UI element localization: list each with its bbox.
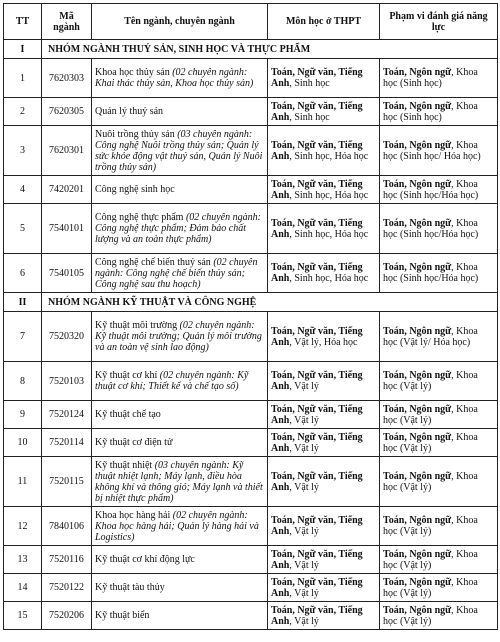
assessment-scope-cell: [380, 312, 498, 362]
core-subjects: Toán, Ngữ văn, Tiếng Anh: [271, 217, 363, 240]
table-row: [4, 176, 498, 204]
core-scope: Toán, Ngôn ngữ: [383, 431, 452, 443]
table-row: [4, 546, 498, 574]
extra-subjects: , Sinh học, Hóa học: [289, 273, 369, 284]
specialization-note: (02 chuyên ngành: Công nghệ chế biến thủy sản; Công nghệ sau thu hoạch): [95, 256, 258, 290]
assessment-scope-cell: [380, 362, 498, 401]
extra-subjects: , Sinh học, Hóa học: [289, 189, 369, 201]
extra-subjects: , Vật lý: [289, 615, 319, 627]
major-name-cell: [92, 176, 268, 204]
major-name: Công nghệ thực phẩm: [95, 212, 184, 223]
major-code: 7520114: [42, 429, 92, 457]
assessment-scope-cell: [380, 429, 498, 457]
table-row: [4, 204, 498, 254]
major-code: 7520116: [42, 546, 92, 574]
extra-subjects: , Vật lý: [289, 442, 319, 454]
major-name: Kỹ thuật cơ điện tử: [95, 437, 173, 448]
extra-subjects: , Vật lý: [289, 414, 319, 426]
row-number: 5: [4, 204, 42, 254]
core-subjects: Toán, Ngữ văn, Tiếng Anh: [271, 431, 363, 454]
subjects-cell: [268, 457, 380, 507]
core-scope: Toán, Ngôn ngữ: [383, 604, 452, 616]
core-scope: Toán, Ngôn ngữ: [383, 576, 452, 588]
extra-scope: , Khoa học (Vật lý): [383, 370, 478, 392]
majors-table: [3, 3, 498, 630]
table-row: [4, 602, 498, 630]
core-scope: Toán, Ngôn ngữ: [383, 548, 452, 560]
assessment-scope-cell: [380, 574, 498, 602]
row-number: 3: [4, 126, 42, 176]
major-name: Kỹ thuật biển: [95, 610, 150, 621]
core-subjects: Toán, Ngữ văn, Tiếng Anh: [271, 262, 363, 284]
extra-scope: , Khoa học (Sinh học/ Hóa học): [383, 139, 481, 162]
major-name: Kỹ thuật cơ khí: [95, 370, 158, 381]
core-subjects: Toán, Ngữ văn, Tiếng Anh: [271, 548, 363, 571]
extra-scope: , Khoa học (Vật lý/ Hóa học): [383, 325, 478, 348]
extra-scope: , Khoa học (Vật lý): [383, 548, 478, 571]
extra-scope: , Khoa học (Vật lý): [383, 431, 478, 454]
table-row: [4, 507, 498, 546]
group-number: II: [4, 293, 42, 312]
assessment-scope-cell: [380, 401, 498, 429]
extra-scope: , Khoa học (Vật lý): [383, 576, 478, 599]
subjects-cell: [268, 429, 380, 457]
header-tt: TT: [4, 4, 42, 40]
row-number: 4: [4, 176, 42, 204]
subjects-cell: [268, 574, 380, 602]
subjects-cell: [268, 204, 380, 254]
assessment-scope-cell: [380, 176, 498, 204]
core-subjects: Toán, Ngữ văn, Tiếng Anh: [271, 370, 363, 392]
core-subjects: Toán, Ngữ văn, Tiếng Anh: [271, 325, 363, 348]
row-number: 8: [4, 362, 42, 401]
major-name-cell: [92, 362, 268, 401]
major-code: 7620301: [42, 126, 92, 176]
core-subjects: Toán, Ngữ văn, Tiếng Anh: [271, 100, 363, 123]
major-name-cell: [92, 429, 268, 457]
core-scope: Toán, Ngôn ngữ: [383, 178, 452, 190]
major-name: Khoa học hàng hải: [95, 509, 171, 521]
subjects-cell: [268, 507, 380, 546]
specialization-note: (02 chuyên ngành: Khai thác thủy sản, Khoa học thủy sản): [95, 67, 254, 89]
core-subjects: Toán, Ngữ văn, Tiếng Anh: [271, 139, 363, 162]
core-scope: Toán, Ngôn ngữ: [383, 470, 452, 482]
row-number: 7: [4, 312, 42, 362]
extra-scope: , Khoa học (Sinh học/Hóa học): [383, 262, 479, 284]
core-scope: Toán, Ngôn ngữ: [383, 262, 452, 273]
extra-subjects: , Vật lý: [289, 526, 319, 537]
subjects-cell: [268, 59, 380, 98]
core-scope: Toán, Ngôn ngữ: [383, 100, 452, 112]
core-subjects: Toán, Ngữ văn, Tiếng Anh: [271, 470, 363, 493]
assessment-scope-cell: [380, 126, 498, 176]
row-number: 9: [4, 401, 42, 429]
table-row: [4, 362, 498, 401]
row-number: 6: [4, 254, 42, 293]
specialization-note: (02 chuyên ngành: Kỹ thuật cơ khí; Thiết kế và chế tạo số): [95, 370, 249, 392]
major-name: Kỹ thuật chế tạo: [95, 409, 161, 420]
assessment-scope-cell: [380, 507, 498, 546]
subjects-cell: [268, 176, 380, 204]
row-number: 11: [4, 457, 42, 507]
subjects-cell: [268, 602, 380, 630]
row-number: 12: [4, 507, 42, 546]
row-number: 14: [4, 574, 42, 602]
major-name-cell: [92, 602, 268, 630]
core-scope: Toán, Ngôn ngữ: [383, 515, 452, 526]
group-row: [4, 293, 498, 312]
extra-scope: , Khoa học (Sinh học): [383, 67, 478, 89]
extra-subjects: , Vật lý, Hóa học: [289, 336, 358, 348]
extra-subjects: , Vật lý: [289, 381, 319, 392]
table-row: [4, 98, 498, 126]
core-subjects: Toán, Ngữ văn, Tiếng Anh: [271, 515, 363, 537]
group-title: NHÓM NGÀNH THUỶ SẢN, SINH HỌC VÀ THỰC PHẨM: [42, 40, 498, 59]
extra-subjects: , Sinh học: [289, 78, 330, 89]
core-subjects: Toán, Ngữ văn, Tiếng Anh: [271, 178, 363, 201]
header-pham-vi: Phạm vi đánh giá năng lực: [380, 4, 498, 40]
core-scope: Toán, Ngôn ngữ: [383, 139, 452, 151]
subjects-cell: [268, 362, 380, 401]
core-scope: Toán, Ngôn ngữ: [383, 403, 452, 415]
major-code: 7840106: [42, 507, 92, 546]
table-row: [4, 254, 498, 293]
major-name: Công nghệ chế biến thuỷ sản: [95, 256, 211, 268]
extra-scope: , Khoa học (Vật lý): [383, 470, 478, 493]
major-code: 7540105: [42, 254, 92, 293]
core-scope: Toán, Ngôn ngữ: [383, 67, 452, 78]
assessment-scope-cell: [380, 204, 498, 254]
extra-subjects: , Sinh học: [289, 111, 330, 123]
subjects-cell: [268, 401, 380, 429]
major-name: Kỹ thuật cơ khí động lực: [95, 554, 195, 565]
major-code: 7520115: [42, 457, 92, 507]
core-scope: Toán, Ngôn ngữ: [383, 325, 452, 337]
specialization-note: (02 chuyên ngành: Công nghệ thực phẩm; Đảm bảo chất lượng và an toàn thực phẩm): [95, 212, 261, 245]
major-name: Nuôi trồng thủy sản: [95, 128, 175, 140]
major-name-cell: [92, 98, 268, 126]
table-body: [4, 40, 498, 630]
specialization-note: (02 chuyên ngành: Kỹ thuật môi trường; Quản lý môi trường và an toàn vệ sinh lao động): [95, 320, 262, 353]
table-row: [4, 401, 498, 429]
major-name: Khoa học thủy sản: [95, 67, 170, 78]
major-name: Quản lý thuỷ sản: [95, 106, 164, 117]
major-code: 7520103: [42, 362, 92, 401]
subjects-cell: [268, 254, 380, 293]
specialization-note: (03 chuyên ngành: Công nghệ Nuôi trồng thủy sản; Quản lý sức khỏe động vật thuỷ sản, Quản lý Nuôi trồng thủy sản): [95, 128, 263, 173]
subjects-cell: [268, 126, 380, 176]
specialization-note: (03 chuyên ngành: Kỹ thuật nhiệt lạnh; Máy lạnh, điều hòa không khí và thông gió; Máy lạnh và thiết bị nhiệt thực phẩm): [95, 459, 263, 504]
major-name: Kỹ thuật môi trường: [95, 320, 178, 331]
row-number: 1: [4, 59, 42, 98]
major-name-cell: [92, 312, 268, 362]
row-number: 15: [4, 602, 42, 630]
major-code: 7620303: [42, 59, 92, 98]
extra-scope: , Khoa học (Sinh học/Hóa học): [383, 178, 479, 201]
major-code: 7520320: [42, 312, 92, 362]
table-row: [4, 429, 498, 457]
major-name-cell: [92, 401, 268, 429]
subjects-cell: [268, 98, 380, 126]
major-name-cell: [92, 254, 268, 293]
group-row: [4, 40, 498, 59]
major-name: Công nghệ sinh học: [95, 184, 175, 195]
core-scope: Toán, Ngôn ngữ: [383, 370, 452, 381]
extra-scope: , Khoa học (Sinh học/Hóa học): [383, 217, 479, 240]
row-number: 2: [4, 98, 42, 126]
major-name: Kỹ thuật tàu thủy: [95, 582, 165, 593]
assessment-scope-cell: [380, 254, 498, 293]
row-number: 10: [4, 429, 42, 457]
major-code: 7520124: [42, 401, 92, 429]
core-subjects: Toán, Ngữ văn, Tiếng Anh: [271, 576, 363, 599]
table-row: [4, 126, 498, 176]
major-code: 7520122: [42, 574, 92, 602]
row-number: 13: [4, 546, 42, 574]
table-row: [4, 574, 498, 602]
header-row: [4, 4, 498, 40]
major-name-cell: [92, 457, 268, 507]
core-scope: Toán, Ngôn ngữ: [383, 217, 452, 229]
extra-scope: , Khoa học (Vật lý): [383, 403, 478, 426]
specialization-note: (02 chuyên ngành: Khoa học hàng hải; Quản lý hàng hải và Logistics): [95, 509, 259, 543]
extra-subjects: , Vật lý: [289, 587, 319, 599]
header-ten-nganh: Tên ngành, chuyên ngành: [92, 4, 268, 40]
extra-subjects: , Sinh học, Hóa học: [289, 150, 369, 162]
major-code: 7540101: [42, 204, 92, 254]
extra-subjects: , Vật lý: [289, 559, 319, 571]
assessment-scope-cell: [380, 546, 498, 574]
assessment-scope-cell: [380, 98, 498, 126]
major-name-cell: [92, 507, 268, 546]
major-name: Kỹ thuật nhiệt: [95, 459, 153, 471]
core-subjects: Toán, Ngữ văn, Tiếng Anh: [271, 67, 363, 89]
assessment-scope-cell: [380, 602, 498, 630]
subjects-cell: [268, 546, 380, 574]
group-title: NHÓM NGÀNH KỸ THUẬT VÀ CÔNG NGHỆ: [42, 293, 498, 312]
core-subjects: Toán, Ngữ văn, Tiếng Anh: [271, 604, 363, 627]
major-name-cell: [92, 59, 268, 98]
subjects-cell: [268, 312, 380, 362]
table-row: [4, 312, 498, 362]
group-number: I: [4, 40, 42, 59]
extra-subjects: , Sinh học, Hóa học: [289, 228, 369, 240]
major-code: 7420201: [42, 176, 92, 204]
extra-subjects: , Vật lý: [289, 481, 319, 493]
core-subjects: Toán, Ngữ văn, Tiếng Anh: [271, 403, 363, 426]
table-row: [4, 457, 498, 507]
extra-scope: , Khoa học (Sinh học): [383, 100, 478, 123]
major-code: 7620305: [42, 98, 92, 126]
major-name-cell: [92, 546, 268, 574]
header-ma-nganh: Mã ngành: [42, 4, 92, 40]
extra-scope: , Khoa học (Vật lý): [383, 604, 478, 627]
assessment-scope-cell: [380, 59, 498, 98]
major-name-cell: [92, 574, 268, 602]
extra-scope: , Khoa học (Vật lý): [383, 515, 478, 537]
assessment-scope-cell: [380, 457, 498, 507]
header-mon-hoc: Môn học ở THPT: [268, 4, 380, 40]
major-name-cell: [92, 126, 268, 176]
table-row: [4, 59, 498, 98]
major-name-cell: [92, 204, 268, 254]
major-code: 7520206: [42, 602, 92, 630]
